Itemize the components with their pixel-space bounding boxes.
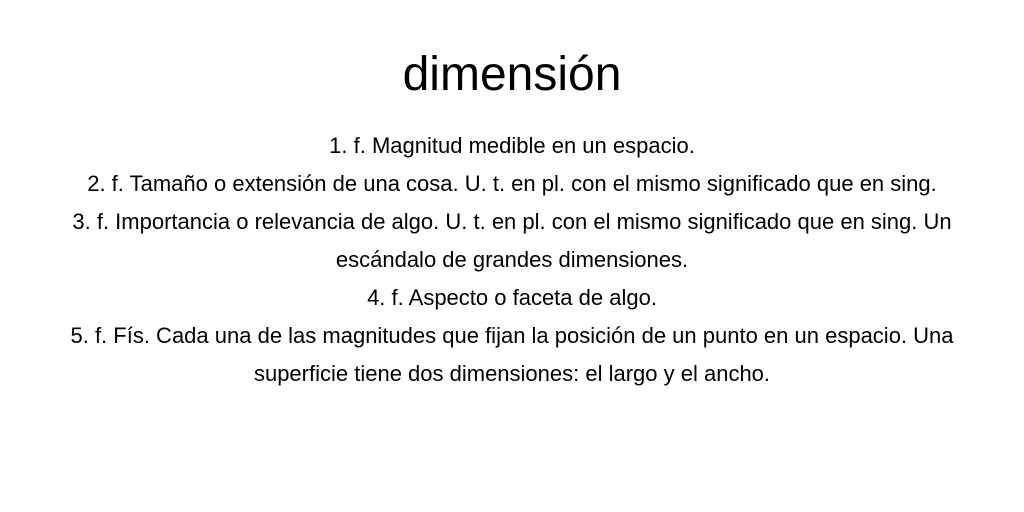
definition-4: 4. f. Aspecto o faceta de algo. — [367, 285, 657, 310]
definition-3: 3. f. Importancia o relevancia de algo. U. t. en pl. con el mismo significado que en sing. Un escándalo de grandes dimensiones. — [72, 209, 952, 272]
definition-1: 1. f. Magnitud medible en un espacio. — [329, 133, 695, 158]
definitions-list — [62, 127, 962, 393]
definition-2: 2. f. Tamaño o extensión de una cosa. U. t. en pl. con el mismo significado que en sing. — [87, 171, 937, 196]
entry-word: dimensión — [402, 48, 622, 101]
definition-5: 5. f. Fís. Cada una de las magnitudes que fijan la posición de un punto en un espacio. Una superficie tiene dos dimensiones: el largo y el ancho. — [70, 323, 954, 386]
